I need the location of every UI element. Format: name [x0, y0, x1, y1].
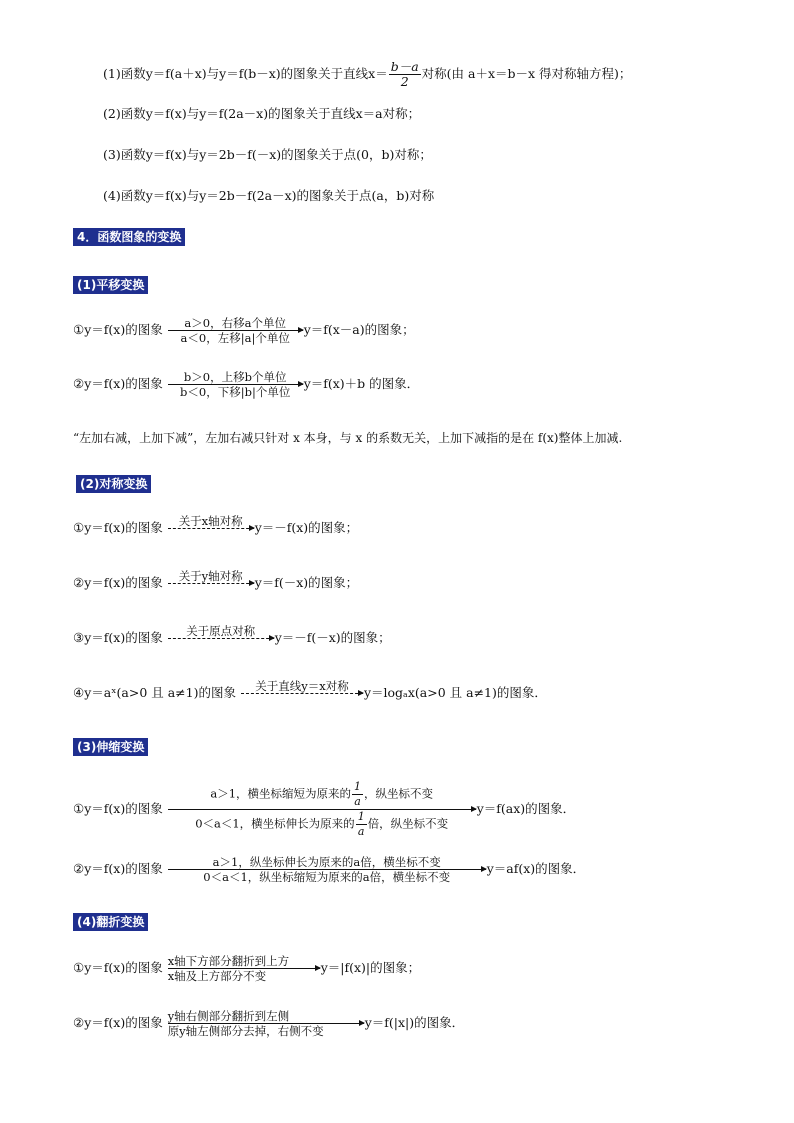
rule-pre: ③y＝f(x)的图象: [73, 630, 163, 645]
arrow-line: [168, 583, 254, 584]
arrow-top-label: 关于直线y＝x对称: [255, 679, 349, 693]
transform-arrow: [168, 569, 254, 598]
symmetry-rule-3: [73, 624, 391, 653]
transform-arrow: [168, 370, 303, 399]
arrow-bottom-label: 0＜a＜1，纵坐标缩短为原来的a倍，横坐标不变: [203, 870, 451, 884]
rule-pre: ②y＝f(x)的图象: [73, 376, 163, 391]
heading-symmetry: (2)对称变换: [76, 475, 151, 493]
rule-post: y＝af(x)的图象．: [486, 861, 586, 876]
arrow-bottom-spacer: [168, 529, 254, 543]
bottom-text-a: 0＜a＜1，横坐标伸长为原来的: [195, 816, 355, 831]
arrow-bottom-label: [168, 810, 476, 839]
transform-arrow: [168, 855, 486, 884]
arrow-top-label: a＞0，右移a个单位: [184, 316, 286, 330]
transform-arrow: [168, 780, 476, 839]
symmetry-rule-1: [73, 514, 358, 543]
arrow-bottom-label: 原y轴左侧部分去掉，右侧不变: [167, 1024, 324, 1038]
arrow-top-label: 关于原点对称: [186, 624, 256, 638]
fraction-numerator: 1: [357, 810, 365, 823]
transform-arrow: [168, 624, 274, 653]
arrow-bottom-label: b＜0，下移|b|个单位: [180, 385, 291, 399]
fraction-one-over-a: [356, 810, 367, 839]
rule-post: y＝f(x－a)的图象；: [303, 322, 415, 337]
arrow-top-label: y轴右侧部分翻折到左侧: [167, 1009, 290, 1023]
arrow-bottom-label: a＜0，左移|a|个单位: [180, 331, 290, 345]
rule-post: y＝f(－x)的图象；: [254, 575, 359, 590]
arrow-line: [168, 330, 303, 331]
rule-pre: ②y＝f(x)的图象: [73, 861, 163, 876]
arrow-bottom-spacer: [168, 584, 254, 598]
fraction-numerator: 1: [354, 780, 362, 793]
arrow-line: [168, 869, 486, 870]
arrow-top-label: x轴下方部分翻折到上方: [167, 954, 290, 968]
fraction-one-over-a: [352, 780, 363, 809]
rule-post: y＝－f(x)的图象；: [254, 520, 359, 535]
top-text-a: a＞1，横坐标缩短为原来的: [210, 786, 352, 801]
symmetry-property-1: [103, 60, 631, 89]
arrow-bottom-label: x轴及上方部分不变: [167, 969, 267, 983]
arrow-line: [168, 1023, 364, 1024]
top-text-b: ，纵坐标不变: [364, 786, 434, 801]
symmetry-property-3: (3)函数y＝f(x)与y＝2b－f(－x)的图象关于点(0，b)对称；: [103, 147, 432, 162]
rule-pre: ①y＝f(x)的图象: [73, 960, 163, 975]
property-1-tail: 对称(由 a＋x＝b－x 得对称轴方程)；: [421, 66, 632, 81]
transform-arrow: [168, 316, 303, 345]
heading-translation: (1)平移变换: [73, 276, 148, 294]
arrow-top-label: 关于y轴对称: [178, 569, 243, 583]
rule-post: y＝f(|x|)的图象．: [364, 1015, 465, 1030]
rule-pre: ①y＝f(x)的图象: [73, 801, 163, 816]
fraction-b-minus-a-over-2: [389, 60, 421, 89]
section-title: 4．函数图象的变换: [73, 228, 185, 246]
transform-arrow: [168, 514, 254, 543]
arrow-top-label: 关于x轴对称: [178, 514, 243, 528]
fraction-denominator: a: [354, 795, 361, 808]
symmetry-property-2: (2)函数y＝f(x)与y＝f(2a－x)的图象关于直线x＝a对称；: [103, 106, 421, 121]
rule-pre: ①y＝f(x)的图象: [73, 520, 163, 535]
rule-post: y＝logₐx(a>0 且 a≠1)的图象．: [363, 685, 547, 700]
heading-flip: (4)翻折变换: [73, 913, 148, 931]
translation-rule-2: [73, 370, 419, 399]
rule-pre: ①y＝f(x)的图象: [73, 322, 163, 337]
stretch-rule-1: [73, 780, 575, 839]
transform-arrow: [168, 954, 320, 983]
arrow-line: [168, 528, 254, 529]
property-1-text: (1)函数y＝f(a＋x)与y＝f(b－x)的图象关于直线x＝: [103, 66, 388, 81]
rule-pre: ④y＝aˣ(a>0 且 a≠1)的图象: [73, 685, 236, 700]
arrow-top-label: [168, 780, 476, 809]
heading-stretch: (3)伸缩变换: [73, 738, 148, 756]
flip-rule-1: [73, 954, 420, 983]
arrow-bottom-spacer: [168, 639, 274, 653]
fraction-numerator: b－a: [390, 59, 419, 74]
arrow-line: [168, 638, 274, 639]
arrow-line: [241, 693, 363, 694]
bottom-text-b: 倍，纵坐标不变: [367, 816, 449, 831]
transform-arrow: [168, 1009, 364, 1038]
arrow-top-label: b＞0，上移b个单位: [183, 370, 287, 384]
symmetry-rule-2: [73, 569, 358, 598]
rule-pre: ②y＝f(x)的图象: [73, 575, 163, 590]
arrow-line: [168, 384, 303, 385]
rule-post: y＝f(x)＋b 的图象．: [303, 376, 420, 391]
transform-arrow: [241, 679, 363, 708]
rule-post: y＝|f(x)|的图象；: [320, 960, 421, 975]
arrow-bottom-spacer: [241, 694, 363, 708]
flip-rule-2: [73, 1009, 464, 1038]
arrow-line: [168, 968, 320, 969]
arrow-top-label: a＞1，纵坐标伸长为原来的a倍，横坐标不变: [212, 855, 441, 869]
stretch-rule-2: [73, 855, 585, 884]
rule-post: y＝f(ax)的图象．: [476, 801, 576, 816]
arrow-line: [168, 809, 476, 810]
translation-note: “左加右减，上加下减”，左加右减只针对 x 本身，与 x 的系数无关，上加下减指的是在 f(x)整体上加减.: [73, 431, 623, 445]
fraction-denominator: 2: [400, 74, 409, 89]
fraction-denominator: a: [357, 825, 365, 838]
rule-pre: ②y＝f(x)的图象: [73, 1015, 163, 1030]
symmetry-rule-4: [73, 679, 547, 708]
symmetry-property-4: (4)函数y＝f(x)与y＝2b－f(2a－x)的图象关于点(a，b)对称: [103, 188, 435, 203]
rule-post: y＝－f(－x)的图象；: [274, 630, 391, 645]
translation-rule-1: [73, 316, 415, 345]
